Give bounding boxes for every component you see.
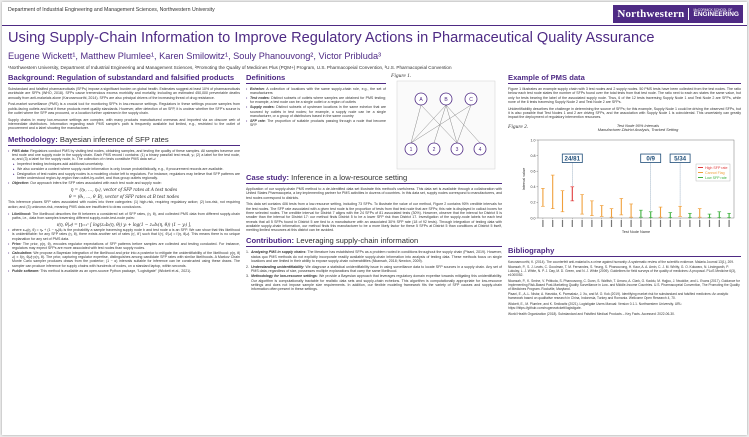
x-tick-label <box>611 220 612 227</box>
x-tick-label <box>719 220 720 227</box>
x-tick-label <box>670 220 671 227</box>
callout-label: 5/34 <box>674 155 687 163</box>
bibliography-entry: Nkansah, P., S. J. Lewis, C. Goodman, T. M. Fernandes, S. Yeung, S. Phanouvong, H. Kaur, A. A. Amin, C. J. M. Whitty, G. O. Kokwaro, N. Lindegardh, P. Lukulay, L. J. White, N. P. J. Day, M. D. Green, and N. J. White (2009). Guidelines for field surveys of the quality of medicines: A proposal. PLoS Medicine 6(3), e1000052. <box>508 265 736 278</box>
contribution-heading <box>246 236 502 247</box>
background-section <box>8 73 240 131</box>
equation-eta: η = (η₁, …, ηₐ), vector of SFP rates at A test nodes <box>70 187 178 193</box>
methodology-bullet-text: Our approach infers the SFP rates associated with each test node and supply node: <box>29 181 162 186</box>
test-node-label: 4 <box>478 147 482 153</box>
definition-item-lead: Supply nodes <box>250 105 274 110</box>
methodology-bullet-text: This method is available as an open-source Python package, "Logistigate" (Wickett et al., 2021). <box>39 268 192 273</box>
column-right <box>508 73 741 320</box>
example-paragraph: Unidentifiability describes the challenge in determining the source of SFPs; for this example, Supply Node 1 could be driving the observed SFPs, but it is also possible that Test Nodes 1 and 2 are driving SFPs, and the association with Supply Node 1 is coincidental. This uncertainty can greatly impact the deployment of regulatory intervention resources. <box>508 106 741 120</box>
case-study-heading <box>246 173 502 184</box>
methodology-bullet <box>8 149 240 162</box>
methodology-bullet-lead: Objective: <box>12 181 30 186</box>
methodology-bullet-lead: Prior: <box>12 241 22 246</box>
bibliography-entry: Wickett, E., M. Plumlee, and K. Smilowitz (2021). Logistigate Users Manual: Version 0.1.1. Northwestern University. URL: https://https://github.com/eugenewickett/logistigate. <box>508 301 683 310</box>
poster-title: Using Supply-Chain Information to Improve Regulatory Actions in Pharmaceutical Quality Assurance <box>8 30 655 46</box>
methodology-bullet-text: where zₐᵦ(η, θ) = ηₐ + (1 − ηₐ)θᵦ is the probability a sample traversing supply node b and test node a is an SFP. We can show that this likelihood is unidentifiable: for any SFP rates (η, θ), there exists another set of rates (η', θ') such that ℓ(η', θ'|𝒹) = ℓ(η, θ|𝒹). This means there is no unique explanation for any set of PMS data. <box>12 228 240 241</box>
definition-item-lead: SFP rate <box>250 118 265 123</box>
x-tick-label <box>729 220 730 227</box>
bibliography-list <box>508 260 741 316</box>
case-study-heading-sub: Inference in a low-resource setting <box>291 173 408 182</box>
contribution-number: 2. <box>246 264 249 269</box>
methodology-list <box>8 149 240 186</box>
methodology-bullet <box>8 212 240 221</box>
case-study-section <box>246 173 502 232</box>
methodology-bullet-text: We also consider a context where supply-node information is only known probabilistically, e.g., if procurement records are available. <box>17 167 224 172</box>
bibliography-entry: World Health Organization (2018). Substandard and Falsified Medical Products – Key Facts. Accessed: 2022-06-30. <box>508 311 675 316</box>
supply-node-label: C <box>469 97 473 103</box>
contribution-number: 3. <box>246 274 249 279</box>
definitions-list <box>246 87 386 127</box>
y-tick-label: 0.2 <box>530 200 536 205</box>
methodology-bullet-text: The prior, p(η, θ), encodes regulator expectations of SFP patterns before samples are collected and testing conducted. For instance, regulators may expect SFPs are more associated with test nodes than supply nodes. <box>12 241 240 250</box>
y-tick-label: 0.4 <box>530 184 536 189</box>
bibliography-entry: Karunamoorthi, K. (2014). The counterfeit anti-malarial is a crime against humanity: A systematic review of the scientific evidence. Malaria Journal 13(1), 209. <box>508 259 734 264</box>
figure-1-caption: Figure 1. <box>391 73 412 79</box>
logo-divider <box>688 8 689 20</box>
x-tick-label <box>552 220 553 227</box>
methodology-heading-main: Methodology: <box>8 134 58 144</box>
x-tick-label <box>650 220 651 227</box>
methodology-bullet-text: We propose a Bayesian integration of the likelihood and prior into a posterior to mitigate the unidentifiability of the likelihood: p(η, θ|𝒹) ∝ ℓ(η, θ|𝒹)·p(η, θ). The prior, capturing regulator expertise, distinguishes among candidate SFP rates with similar likelihoods. A Markov Chain Monte Carlo sampler produces draws from the posterior; (1 − α) intervals suitable for inference can be constructed using these draws. The sampler can produce inference for supply chains with hundreds of nodes, on a standard laptop, within seconds. <box>12 250 240 268</box>
methodology-bullet-text: Designation of test nodes and supply nodes is a modeling choice left to regulators. For instance, regulators may believe that SFP patterns are better understood region-by-region than outlet-by-outlet, and thus group outlets regionally. <box>17 171 240 181</box>
contribution-item <box>246 250 502 263</box>
methodology-bullet-lead: Calculation: <box>12 250 33 255</box>
methodology-bullet-lead: PMS data: <box>12 148 30 153</box>
bibliography-section <box>508 246 741 316</box>
poster <box>2 2 747 435</box>
methodology-bullet-text: Imperfect testing techniques add additional uncertainty. <box>17 162 104 167</box>
northwestern-logo <box>613 5 743 23</box>
definition-item <box>246 105 386 118</box>
contribution-item-text: : We diagnose a statistical unidentifiability issue in using surveillance data to locate SFP sources in a supply chain. Any set of PMS data, regardless of size, possesses multiple explanations that carry the same likelihood. <box>251 264 502 273</box>
methodology-heading <box>8 135 240 146</box>
case-study-paragraph: This data set contains 406 tests from a low-resource setting, including 73 SFPs. To illustrate the value of our method, Figure 2 contains 90% credible intervals for the test nodes. The SFP rate associated with a given test node is the proportion of tests from that test node that are SFPs; this rate is displayed in callout boxes for three selected nodes. The credible interval for District 7 aligns with the 24 SFPs of 81 associated tests (30%). However, observe that the interval for District 5 is smaller than the interval for District 17: our method finds District 5 to be a lower SFP risk than District 17. Investigation of the supply-node labels for each test reveals that all 5 SFPs found in District 5 are tied to a manufacturer with an associated 30% SFP rate (18 of 92 tests). Through integration of testing data with available supply-chain information, our method finds this manufacturer to be a more likely factor for these 5 SFPs at District 5 than conditions at District 5 itself, meriting limited resources at this district can be avoided. <box>246 202 502 233</box>
methodology-bullet <box>8 181 240 185</box>
contribution-item-lead: Analyzing PMS in supply chains <box>251 250 306 255</box>
supply-chain-diagram <box>391 79 499 173</box>
definition-item-text: : Distinct subsets of upstream locations in the same echelon that are sourced by outlets in test nodes; for example, a supply node can be a single manufacturer, or a group of distributors based in the same country <box>250 105 386 118</box>
authors: Eugene Wickett¹, Matthew Plumlee¹, Karen Smilowitz¹, Souly Phanouvong², Victor Pribluda³ <box>8 51 382 61</box>
supply-node-label: B <box>444 97 448 103</box>
contribution-item <box>246 265 502 274</box>
affiliations: ¹Northwestern University, Department of Industrial Engineering and Management Sciences, ²Promoting the Quality of Medicines Plus (PQM+) Program, U.S. Pharmacopeial Convention, ³U.S. Pharmacopeial Convention <box>8 65 452 70</box>
contribution-item-lead: Understanding unidentifiability <box>251 264 304 269</box>
chart-title: Test Node 90% Intervals <box>616 122 660 128</box>
x-tick-label <box>572 220 573 227</box>
y-axis-label: Interval value <box>522 167 526 190</box>
definition-item <box>246 87 386 96</box>
x-tick-label <box>542 220 543 227</box>
example-section <box>508 73 741 120</box>
case-study-heading-main: Case study: <box>246 173 290 182</box>
methodology-bullet <box>8 172 240 181</box>
x-tick-label <box>591 220 592 227</box>
bibliography-heading: Bibliography <box>508 246 741 257</box>
definition-item <box>246 96 386 105</box>
test-node-label: 1 <box>409 147 413 153</box>
methodology-heading-sub: Bayesian inference of SFP rates <box>59 134 169 144</box>
x-tick-label <box>601 220 602 227</box>
contribution-heading-sub: Leveraging supply-chain information <box>296 236 419 246</box>
methodology-bullet <box>8 228 240 241</box>
contribution-section <box>246 236 502 291</box>
x-axis-label: Test Node Name <box>621 229 651 234</box>
legend-label: Low SFP rate <box>705 175 727 180</box>
y-tick-label: 0.8 <box>530 153 536 158</box>
interval-chart <box>508 134 738 242</box>
contribution-item <box>246 274 502 291</box>
methodology-section <box>8 135 240 273</box>
x-tick-label <box>680 220 681 227</box>
legend-label: High SFP rate <box>705 165 728 170</box>
figure-2-caption: Figure 2. <box>508 123 529 130</box>
x-tick-label <box>562 220 563 227</box>
contribution-item-text: : We provide a Bayesian approach that leverages regulatory domain expertise towards mitigating this unidentifiability. Our algorithm is computationally tractable for realistic data sets and supply-chain echelons. This algorithm is computationally appropriate for low-resource settings and does not impose sample size requirements. In addition, our flexible modeling framework fits the variety of SFP causes and supply-chain information often present in these settings. <box>251 274 502 292</box>
definitions-heading: Definitions <box>246 73 386 84</box>
equation-likelihood: ℓ(η, θ|𝒹) = ∏ᵢ₌₁ⁿ [ log(zₐᵢbᵢ(η, θ)) yᵢ + log(1 − zₐᵢbᵢ(η, θ)) (1 − yᵢ) ], <box>56 221 192 227</box>
logo-main-text: Northwestern <box>617 8 685 20</box>
methodology-bullet <box>8 162 240 166</box>
department-label: Department of Industrial Engineering and Management Sciences, Northwestern University <box>8 7 215 13</box>
background-paragraph: Substandard and falsified pharmaceuticals (SFPs) impose a significant burden on global health. Estimates suggest at least 10% of pharmaceuticals worldwide are SFPs (WHO, 2018). SFPs cause tremendous excess morbidity and mortality, including an estimated 450,000 preventable deaths annually from anti-malarials alone (Karunamoorthi, 2014). SFPs are also principal drivers of the increasing threat of drug resistance. <box>8 87 240 100</box>
callout-label: 0/9 <box>646 155 656 163</box>
definition-item <box>246 119 386 128</box>
chart-subtitle: Manufacturer-District Analysis, Tracked Setting <box>597 127 679 133</box>
header-bar <box>2 2 747 26</box>
x-tick-label <box>582 220 583 227</box>
bibliography-entry: Nkansah, P., K. Smine, V. Pribluda, S. Phanouvong, C. Dunn, S. Walfish, T. Umaru, A. Clark, G. Kaddu, M. Hajjou, J. Nwokike, and L. Evans (2017). Guidance for Implementing Risk-Based Post-Marketing Quality Surveillance in Low- and Middle-Income Countries. U.S. Pharmacopeial Convention, The Promoting the Quality of Medicines Program. Rockville, Maryland. <box>508 278 740 291</box>
test-node-label: 3 <box>455 147 459 153</box>
contribution-item-lead: Methodology for low-resource settings <box>251 274 317 279</box>
figure-1 <box>391 73 502 169</box>
x-tick-label <box>709 220 710 227</box>
figure-2 <box>508 124 738 242</box>
methodology-bullet-lead: Public software: <box>12 268 40 273</box>
callout-label: 24/81 <box>564 155 581 163</box>
methodology-list-2 <box>8 212 240 273</box>
logo-sub2: ENGINEERING <box>693 11 739 19</box>
y-tick-label: 1.0 <box>530 137 536 142</box>
contribution-list <box>246 250 502 291</box>
equation-theta: θ = (θ₁, …, θ_B), vector of SFP rates at B test nodes <box>69 193 179 199</box>
logo-sub1: McCORMICK SCHOOL OF <box>693 8 733 13</box>
legend-label: Cannot Flag <box>705 170 725 175</box>
background-paragraph: Supply chains in many low-resource settings are complex, with many products manufactured overseas and imported via an obscure web of intermediate distributors. Information regarding each PMS sample's path is frequently available but limited, e.g., restricted to the outlet of procurement and a label showing the manufacturer. <box>8 117 240 131</box>
bibliography-entry: Pisani, E., A.-L. Nistor, A. Hasnida, K. Parmaksiz, J. Xu, and M. O. Kok (2019). Identifying market risk for substandard and falsified medicines: An analytic framework based on qualitative research in China, Indonesia, Turkey and Romania. Wellcome Open Research 4, 70. <box>508 292 729 301</box>
methodology-bullet-lead: Likelihood: <box>12 211 31 216</box>
column-left <box>8 73 240 277</box>
supply-node-label: A <box>419 97 423 103</box>
definition-item-text: : Distinct subsets of outlets where samples are obtained for PMS testing; for example, a test node can be a single outlet or a region of outlets <box>250 96 387 105</box>
column-middle <box>246 73 502 296</box>
methodology-bullet <box>8 167 240 171</box>
x-tick-label <box>689 220 690 227</box>
x-tick-label <box>621 220 622 227</box>
methodology-bullet <box>8 269 240 273</box>
contribution-number: 1. <box>246 250 249 255</box>
example-heading: Example of PMS data <box>508 73 741 84</box>
y-tick-label: 0.0 <box>530 215 536 220</box>
definition-item-text: : A collection of locations with the same supply-chain role, e.g., the set of manufacturers <box>250 87 386 96</box>
background-paragraph: Post-market surveillance (PMS) is a crucial tool for monitoring SFPs in low-resource settings. Regulators in these settings procure samples from public-facing outlets and test if these products meet quality standards. However, after detection of an SFP, it is unclear whether the SFP's source is the outlet where the SFP was procured, or a location further upstream in the supply chain. <box>8 102 240 115</box>
contribution-item-text: : The literature has established SFPs as a problem rooted in conditions throughout the supply chain (Pisani, 2019). However, status quo PMS methods do not explicitly incorporate readily available supply-chain information into analysis of testing data. These methods focus on single locations and are limited in their ability to expose supply-chain vulnerabilities (Nkansah, 2018; Newton, 2009). <box>251 250 502 264</box>
methodology-bullet-text: Regulators conduct PMS by visiting test nodes, obtaining samples, and testing the quality of these samples. All samples traverse one test node and one supply node in the supply chain. Each PMS record i contains: (1) a binary pass/fail test result, yᵢ; (2) a label for the test node, aᵢ; and (3) a label for the supply node, bᵢ. The collection of n tests constitute PMS data set 𝒹. <box>12 148 241 162</box>
methodology-bullet <box>8 251 240 268</box>
definitions-section <box>246 73 502 169</box>
methodology-paragraph: This inference places SFP rates associated with nodes into three categories: (1) high-risk, requiring regulatory action; (2) low-risk, not requiring action; and (3) unknown-risk, meaning PMS data are insufficient to draw conclusions. <box>8 200 240 209</box>
contribution-heading-main: Contribution: <box>246 236 295 246</box>
definition-item-lead: Test nodes <box>250 96 269 101</box>
example-paragraph: Figure 1 illustrates an example supply chain with 3 test nodes and 2 supply nodes. 50 PMS tests have been collected from the test nodes. The ratio below each test node states the number of SFPs found over the total tests from that test node. The ratio next to each arc states the same value, but only for tests bearing the label of the associated supply node. Thus, 6 of the 12 tests traversing Supply Node 1 and Test Node 2 are SFPs, while none of the 6 tests traversing Supply Node 2 and Test Node 2 are SFPs. <box>508 87 741 104</box>
definition-item-text: : The proportion of suitable products passing through a node that become SFP <box>250 118 386 128</box>
x-tick-label <box>640 220 641 227</box>
logo-sub <box>693 9 739 19</box>
methodology-bullet-text: The likelihood describes the fit between a considered set of SFP rates, (η, θ), and collected PMS data from different supply-chain paths, i.e., data from samples traversing different supply-node-test-node pairs: <box>12 211 240 220</box>
y-tick-label: 0.6 <box>530 169 536 174</box>
background-heading: Background: Regulation of substandard and falsified products <box>8 73 240 84</box>
x-tick-label <box>631 220 632 227</box>
x-tick-label <box>699 220 700 227</box>
definition-item-lead: Echelon <box>250 87 264 91</box>
x-tick-label <box>660 220 661 227</box>
methodology-bullet <box>8 242 240 251</box>
case-study-paragraph: Application of our supply-chain PMS method to a de-identified data set illustrate this method's usefulness. This data set is available through a collaboration with United States Pharmacopeia, a key implementing partner for PMS activities in dozens of countries. In this data set, supply nodes correspond to manufacturers, and test nodes correspond to districts. <box>246 187 502 200</box>
test-node-label: 2 <box>432 147 436 153</box>
